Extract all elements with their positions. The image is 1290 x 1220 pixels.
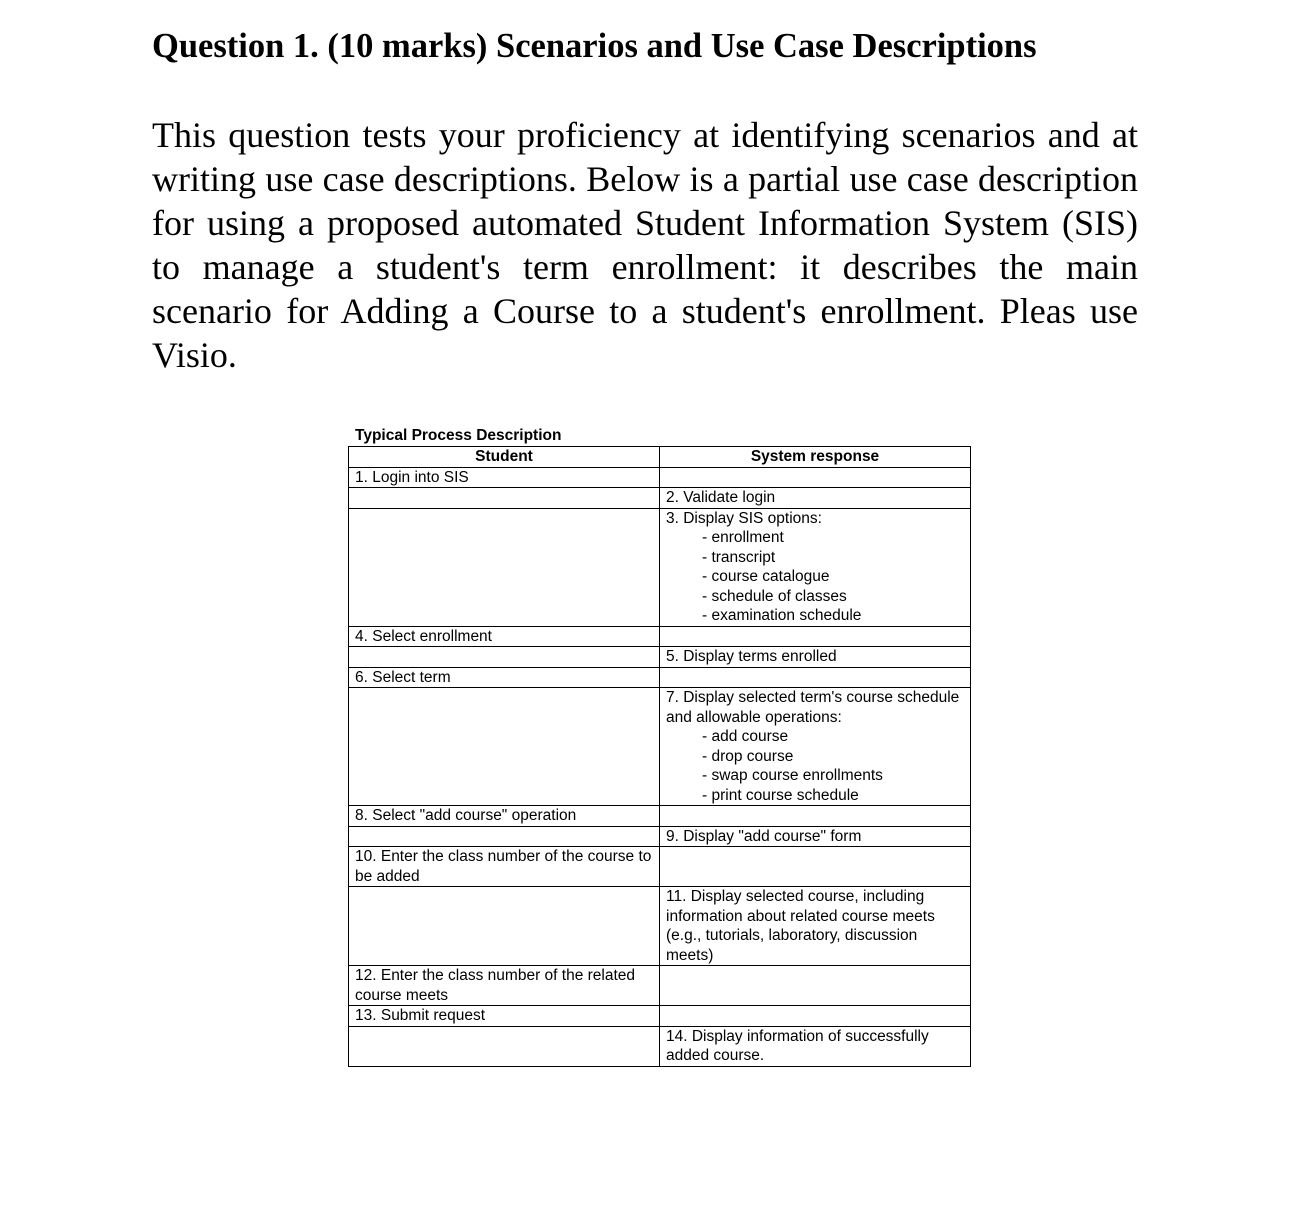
student-step: 6. Select term bbox=[349, 667, 660, 688]
option-item: - print course schedule bbox=[702, 786, 859, 804]
system-step: 5. Display terms enrolled bbox=[660, 647, 971, 668]
system-step-empty bbox=[660, 626, 971, 647]
system-step: 11. Display selected course, including information about related course meets (e.g., tutorials, laboratory, discussion meets) bbox=[660, 887, 971, 966]
option-item: - course catalogue bbox=[702, 568, 830, 585]
table-row bbox=[349, 647, 971, 668]
table-row bbox=[349, 847, 971, 887]
process-description-table bbox=[348, 446, 971, 1067]
option-item: - examination schedule bbox=[702, 607, 862, 624]
student-step: 13. Submit request bbox=[349, 1006, 660, 1027]
option-item: - transcript bbox=[702, 548, 776, 566]
system-step-empty bbox=[660, 806, 971, 827]
system-column-header: System response bbox=[660, 447, 971, 468]
system-step: 9. Display "add course" form bbox=[660, 826, 971, 847]
student-step-empty bbox=[349, 688, 660, 806]
table-row bbox=[349, 508, 971, 626]
table-caption: Typical Process Description bbox=[355, 427, 562, 444]
student-step: 10. Enter the class number of the course to be added bbox=[349, 847, 660, 887]
system-step bbox=[660, 508, 971, 626]
system-step-empty bbox=[660, 467, 971, 488]
student-step: 8. Select "add course" operation bbox=[349, 806, 660, 827]
student-step: 12. Enter the class number of the related course meets bbox=[349, 966, 660, 1006]
student-column-header: Student bbox=[349, 447, 660, 468]
system-step-empty bbox=[660, 667, 971, 688]
student-step-empty bbox=[349, 508, 660, 626]
student-step: 1. Login into SIS bbox=[349, 467, 660, 488]
table-row bbox=[349, 467, 971, 488]
system-step-empty bbox=[660, 847, 971, 887]
system-step-text: 7. Display selected term's course schedule and allowable operations: bbox=[666, 689, 960, 726]
student-step-empty bbox=[349, 488, 660, 509]
table-row bbox=[349, 887, 971, 966]
table-row bbox=[349, 806, 971, 827]
intro-paragraph: This question tests your proficiency at identifying scenarios and at writing use case descriptions. Below is a partial use case description for using a proposed automated Student Information System (SIS) to manage a student's term enrollment: it describes the main scenario for Adding a Course to a student's enrollment. Pleas use Visio. bbox=[152, 115, 1138, 375]
option-item: - swap course enrollments bbox=[702, 767, 883, 784]
table-row bbox=[349, 1026, 971, 1066]
table-row bbox=[349, 966, 971, 1006]
student-step-empty bbox=[349, 647, 660, 668]
student-step-empty bbox=[349, 887, 660, 966]
page-title: Question 1. (10 marks) Scenarios and Use Case Descriptions bbox=[152, 27, 1037, 65]
system-step-empty bbox=[660, 1006, 971, 1027]
table-header-row bbox=[349, 447, 971, 468]
system-step-text: 3. Display SIS options: bbox=[666, 509, 822, 527]
option-item: - schedule of classes bbox=[702, 587, 847, 605]
system-step-empty bbox=[660, 966, 971, 1006]
system-step: 14. Display information of successfully added course. bbox=[660, 1026, 971, 1066]
table-row bbox=[349, 1006, 971, 1027]
student-step: 4. Select enrollment bbox=[349, 626, 660, 647]
option-item: - add course bbox=[702, 728, 789, 745]
table-row bbox=[349, 667, 971, 688]
table-row bbox=[349, 688, 971, 806]
system-step bbox=[660, 688, 971, 806]
student-step-empty bbox=[349, 826, 660, 847]
option-item: - enrollment bbox=[702, 529, 784, 546]
student-step-empty bbox=[349, 1026, 660, 1066]
option-item: - drop course bbox=[702, 747, 794, 765]
table-row bbox=[349, 826, 971, 847]
system-step: 2. Validate login bbox=[660, 488, 971, 509]
table-row bbox=[349, 626, 971, 647]
table-row bbox=[349, 488, 971, 509]
